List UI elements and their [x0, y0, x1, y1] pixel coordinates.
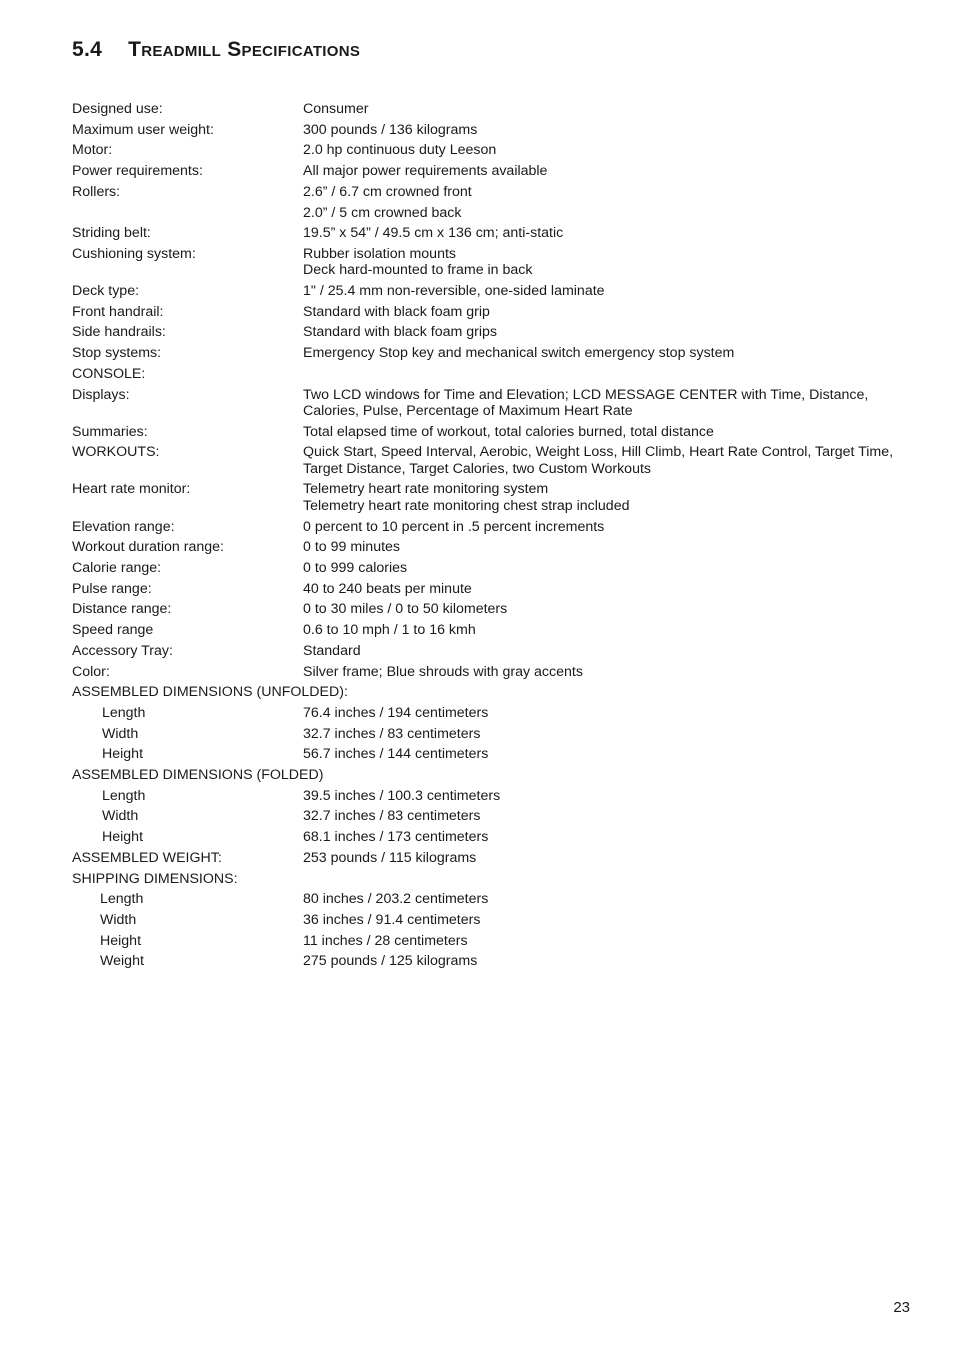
- spec-value-line: 2.0 hp continuous duty Leeson: [303, 142, 497, 159]
- spec-row: [72, 281, 932, 302]
- spec-value: [303, 387, 932, 420]
- spec-label: Striding belt:: [72, 225, 151, 242]
- spec-value: [303, 601, 932, 617]
- spec-value: [303, 850, 932, 866]
- spec-label: ASSEMBLED DIMENSIONS (FOLDED): [72, 767, 324, 784]
- spec-value-line: Standard with black foam grip: [303, 303, 490, 320]
- spec-value-line: 0 to 30 miles / 0 to 50 kilometers: [303, 601, 508, 618]
- spec-label: Weight: [100, 953, 144, 970]
- spec-row: [72, 422, 932, 443]
- spec-value: [303, 829, 932, 845]
- spec-label: Rollers:: [72, 183, 121, 200]
- spec-row: [72, 182, 932, 203]
- spec-value-line: Telemetry heart rate monitoring chest strap included: [303, 497, 630, 514]
- spec-label: Width: [100, 911, 137, 928]
- spec-value-line: 36 inches / 91.4 centimeters: [303, 911, 481, 928]
- spec-row: [72, 599, 932, 620]
- spec-value: [303, 101, 932, 117]
- spec-value: [303, 519, 932, 535]
- spec-value: [303, 225, 932, 241]
- spec-value-line: Quick Start, Speed Interval, Aerobic, Weight Loss, Hill Climb, Heart Rate Control, Target Time,: [303, 444, 894, 461]
- spec-value-line: Standard: [303, 642, 361, 659]
- spec-row: [72, 558, 932, 579]
- spec-value-line: 80 inches / 203.2 centimeters: [303, 891, 489, 908]
- spec-value-line: All major power requirements available: [303, 163, 548, 180]
- spec-value: [303, 205, 932, 221]
- spec-row: [72, 889, 932, 910]
- spec-label: Summaries:: [72, 423, 148, 440]
- spec-label: Side handrails:: [72, 324, 166, 341]
- spec-label: Calorie range:: [72, 559, 162, 576]
- spec-label: CONSOLE:: [72, 365, 146, 382]
- spec-row: [72, 744, 932, 765]
- spec-value-line: 1" / 25.4 mm non-reversible, one-sided laminate: [303, 283, 605, 300]
- spec-value-line: Consumer: [303, 101, 369, 117]
- spec-value-line: 275 pounds / 125 kilograms: [303, 953, 478, 970]
- spec-value-line: 39.5 inches / 100.3 centimeters: [303, 787, 501, 804]
- spec-value-line: 0 to 999 calories: [303, 559, 408, 576]
- spec-label: SHIPPING DIMENSIONS:: [72, 870, 238, 887]
- spec-label: ASSEMBLED WEIGHT:: [72, 849, 222, 866]
- spec-label: Distance range:: [72, 601, 172, 618]
- spec-value: [303, 246, 932, 279]
- spec-value: [303, 481, 932, 514]
- spec-label: Power requirements:: [72, 163, 203, 180]
- spec-value: [303, 726, 932, 742]
- spec-value-line: 253 pounds / 115 kilograms: [303, 849, 477, 866]
- spec-value: [303, 808, 932, 824]
- spec-value-line: Telemetry heart rate monitoring system: [303, 481, 549, 498]
- spec-value-line: Two LCD windows for Time and Elevation; LCD MESSAGE CENTER with Time, Distance,: [303, 386, 869, 403]
- spec-label: Width: [102, 725, 139, 742]
- spec-value: [303, 539, 932, 555]
- spec-label: Workout duration range:: [72, 539, 224, 556]
- spec-value: [303, 664, 932, 680]
- spec-row: [72, 869, 932, 890]
- spec-row: [72, 765, 932, 786]
- spec-value: [303, 705, 932, 721]
- spec-value: [303, 643, 932, 659]
- spec-label: Elevation range:: [72, 518, 175, 535]
- spec-row: [72, 786, 932, 807]
- spec-row: [72, 343, 932, 364]
- page-title: [72, 38, 360, 62]
- spec-value-line: 56.7 inches / 144 centimeters: [303, 746, 489, 763]
- spec-value: [303, 788, 932, 804]
- spec-label: Heart rate monitor:: [72, 481, 191, 498]
- spec-row: [72, 322, 932, 343]
- spec-value-line: 0.6 to 10 mph / 1 to 16 kmh: [303, 622, 476, 639]
- spec-value: [303, 891, 932, 907]
- section-title: Treadmill Specifications: [128, 38, 361, 61]
- spec-label: ASSEMBLED DIMENSIONS (UNFOLDED):: [72, 684, 348, 701]
- spec-label: Designed use:: [72, 101, 163, 117]
- spec-label: Deck type:: [72, 283, 140, 300]
- spec-value-line: 2.6” / 6.7 cm crowned front: [303, 183, 472, 200]
- spec-row: [72, 579, 932, 600]
- spec-value-line: Deck hard-mounted to frame in back: [303, 262, 533, 279]
- page-number: 23: [893, 1299, 910, 1316]
- spec-label: Maximum user weight:: [72, 121, 214, 138]
- spec-row: [72, 203, 932, 224]
- spec-label: [72, 205, 303, 221]
- spec-value-line: Target Distance, Target Calories, two Custom Workouts: [303, 460, 651, 477]
- spec-table: [72, 99, 932, 972]
- spec-row: [72, 302, 932, 323]
- spec-label: Speed range: [72, 622, 154, 639]
- spec-row: [72, 662, 932, 683]
- spec-label: Pulse range:: [72, 580, 152, 597]
- spec-value: [303, 871, 932, 887]
- spec-row: [72, 479, 932, 516]
- spec-value-line: Calories, Pulse, Percentage of Maximum Heart Rate: [303, 402, 633, 419]
- spec-label: Height: [102, 746, 144, 763]
- spec-value-line: 32.7 inches / 83 centimeters: [303, 808, 481, 825]
- spec-value-line: 2.0” / 5 cm crowned back: [303, 204, 462, 221]
- spec-label: Stop systems:: [72, 345, 162, 362]
- spec-value: [303, 345, 932, 361]
- spec-value: [303, 324, 932, 340]
- spec-value-line: 11 inches / 28 centimeters: [303, 932, 468, 949]
- spec-value: [303, 581, 932, 597]
- spec-value-line: Silver frame; Blue shrouds with gray accents: [303, 663, 583, 680]
- spec-row: [72, 99, 932, 120]
- spec-label: Front handrail:: [72, 303, 164, 320]
- spec-value-line: 19.5” x 54” / 49.5 cm x 136 cm; anti-static: [303, 225, 564, 242]
- spec-value-line: 40 to 240 beats per minute: [303, 580, 472, 597]
- spec-value: [303, 622, 932, 638]
- spec-label: Length: [100, 891, 144, 908]
- spec-value-line: 76.4 inches / 194 centimeters: [303, 704, 489, 721]
- spec-row: [72, 364, 932, 385]
- spec-row: [72, 682, 932, 703]
- spec-value: [303, 142, 932, 158]
- spec-value-line: Total elapsed time of workout, total calories burned, total distance: [303, 423, 714, 440]
- spec-value-line: Emergency Stop key and mechanical switch emergency stop system: [303, 345, 735, 362]
- spec-value: [303, 122, 932, 138]
- spec-row: [72, 120, 932, 141]
- spec-row: [72, 703, 932, 724]
- section-number: 5.4: [72, 38, 103, 61]
- spec-row: [72, 442, 932, 479]
- spec-value-line: Rubber isolation mounts: [303, 245, 456, 262]
- spec-value: [303, 912, 932, 928]
- spec-row: [72, 931, 932, 952]
- spec-value-line: 68.1 inches / 173 centimeters: [303, 829, 489, 846]
- spec-label: Color:: [72, 663, 110, 680]
- spec-row: [72, 724, 932, 745]
- spec-row: [72, 806, 932, 827]
- spec-row: [72, 517, 932, 538]
- spec-row: [72, 537, 932, 558]
- spec-row: [72, 161, 932, 182]
- spec-value-line: 300 pounds / 136 kilograms: [303, 121, 478, 138]
- spec-value: [303, 283, 932, 299]
- spec-label: Length: [102, 704, 146, 721]
- spec-value-line: 0 to 99 minutes: [303, 539, 401, 556]
- spec-row: [72, 910, 932, 931]
- spec-row: [72, 951, 932, 972]
- spec-row: [72, 385, 932, 422]
- spec-row: [72, 223, 932, 244]
- spec-label: Width: [102, 808, 139, 825]
- spec-value: [303, 746, 932, 762]
- spec-label: Accessory Tray:: [72, 642, 173, 659]
- spec-value: [303, 366, 932, 382]
- spec-value: [303, 424, 932, 440]
- spec-value: [303, 560, 932, 576]
- spec-value: [303, 933, 932, 949]
- spec-value-line: 32.7 inches / 83 centimeters: [303, 725, 481, 742]
- spec-row: [72, 620, 932, 641]
- spec-label: Cushioning system:: [72, 245, 196, 262]
- spec-label: WORKOUTS:: [72, 444, 160, 461]
- spec-label: Height: [102, 829, 144, 846]
- spec-label: Length: [102, 787, 146, 804]
- spec-value: [303, 304, 932, 320]
- spec-value: [303, 444, 932, 477]
- spec-row: [72, 244, 932, 281]
- spec-value: [303, 184, 932, 200]
- spec-row: [72, 140, 932, 161]
- spec-value-line: Standard with black foam grips: [303, 324, 497, 341]
- spec-row: [72, 641, 932, 662]
- spec-row: [72, 827, 932, 848]
- spec-label: Displays:: [72, 386, 130, 403]
- spec-value-line: 0 percent to 10 percent in .5 percent increments: [303, 518, 605, 535]
- spec-value: [303, 163, 932, 179]
- spec-label: Motor:: [72, 142, 113, 159]
- spec-value: [303, 953, 932, 969]
- spec-row: [72, 848, 932, 869]
- spec-label: Height: [100, 932, 142, 949]
